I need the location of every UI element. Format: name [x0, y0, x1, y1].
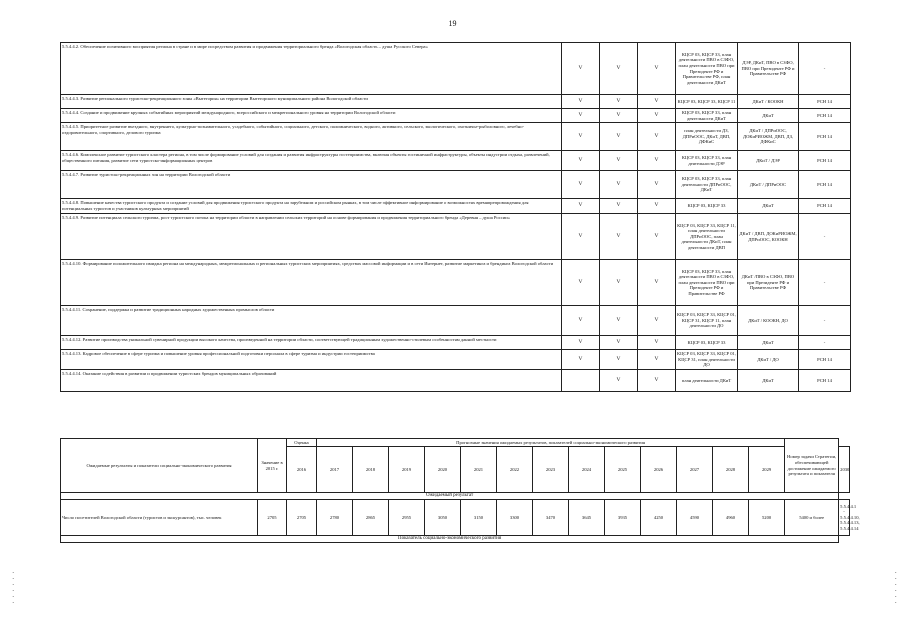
reference: РСН 14 — [799, 123, 851, 151]
mark-cell: V — [600, 109, 638, 123]
mark-cell: V — [638, 171, 676, 199]
year-header: 2026 — [641, 447, 677, 493]
funding-source: КЦСР 03, КЦСР 33, план деятельности ДПРиООС, ДКиТ — [676, 171, 738, 199]
left-edge-marks — [12, 570, 14, 606]
reference: РСН 14 — [799, 95, 851, 109]
funding-source: КЦСР 03, КЦСР 33, КЦСР 01, КЦСР 31, КЦСР 11, план деятельности ДО — [676, 306, 738, 336]
executor: ДКиТ / ДВП, ДОКиРИОЖМ, ДПРиООС, КООКН — [738, 214, 799, 260]
mark-cell: V — [600, 214, 638, 260]
year-header: 2029 — [749, 447, 785, 493]
year-header: 2019 — [389, 447, 425, 493]
task-row — [61, 199, 851, 214]
executor: ДКиТ / ДПРиООС — [738, 171, 799, 199]
task-description: 5.5.4.4.11. Сохранение, поддержка и развитие традиционных народных художественных промыслов области — [61, 306, 562, 336]
tasks-table — [60, 42, 851, 392]
mark-cell: V — [600, 260, 638, 306]
value-cell: 3150 — [461, 500, 497, 536]
mark-cell: V — [600, 95, 638, 109]
value-cell: 3300 — [497, 500, 533, 536]
reference: - — [799, 306, 851, 336]
value-cell: 2705 — [287, 500, 317, 536]
funding-source: КЦСР 03, КЦСР 33, план деятельности ДЭР — [676, 151, 738, 171]
mark-cell: V — [638, 43, 676, 95]
task-description: 5.5.4.4.5. Приоритетное развитие въездного, внутреннего, культурно-познавательного, усадебного, событийного, социального, детского, паломнического, водного, активного, сельского, экологического, охотничье-рыболовного, лечебно-оздоровительного, спортивного, делового туризма — [61, 123, 562, 151]
reference: РСН 14 — [799, 109, 851, 123]
indicator-band: Показатель социально-экономического развития — [61, 536, 839, 543]
mark-cell: V — [562, 199, 600, 214]
mark-cell: V — [600, 336, 638, 350]
year-header: 2027 — [677, 447, 713, 493]
reference: РСН 14 — [799, 370, 851, 392]
task-row — [61, 109, 851, 123]
mark-cell: V — [638, 336, 676, 350]
task-row — [61, 336, 851, 350]
task-description: 5.5.4.4.12. Развитие производства уникальной сувенирной продукции высокого качества, произведенной на территории области, соответствующей традиционным художественно-стилевым особенностям данной местности — [61, 336, 562, 350]
executor: ДКиТ / ДПРиООС, ДОКиРИОЖМ, ДВП, ДЗ, ДФКиС — [738, 123, 799, 151]
funding-source: КЦСР 03, КЦСР 33 — [676, 336, 738, 350]
task-row — [61, 214, 851, 260]
funding-source: план деятельности ДКиТ — [676, 370, 738, 392]
year-header: 2023 — [533, 447, 569, 493]
mark-cell: V — [562, 43, 600, 95]
indicator-header: Ожидаемые результаты и показатели социально-экономического развития — [61, 439, 258, 493]
edge-mark: · — [12, 593, 15, 601]
year-header: 2030 — [839, 447, 850, 493]
value-cell: 2955 — [389, 500, 425, 536]
mark-cell: V — [638, 214, 676, 260]
page-number: 19 — [448, 19, 457, 28]
edge-mark: · — [894, 575, 897, 583]
funding-source: план деятельности ДЗ, ДПРиООС, ДКиТ, ДВП, ДФКиС — [676, 123, 738, 151]
task-description: 5.5.4.4.6. Комплексное развитие туристского кластера региона, в том числе формирование условий для создания и развития инфраструктуры гостеприимства, включая объекты гостиничной инфраструктуры, объекты индустрии отдыха, развлечений, общественного питания, развитие сети туристско-информационных центров — [61, 151, 562, 171]
task-description: 5.5.4.4.8. Повышение качества туристского продукта и создание условий для продвижения туристского продукта на зарубежном и российском рынках, в том числе эффективное информирование о возможностях времяпрепровождения для потенциальных туристов и участников культурных мероприятий — [61, 199, 562, 214]
executor: ДКиТ — [738, 199, 799, 214]
task-description: 5.5.4.4.3. Развитие регионального туристско-рекреационного зоны «Вытегория» на территории Вытегорского муниципального района Вологодской области — [61, 95, 562, 109]
mark-cell: V — [600, 151, 638, 171]
task-description: 5.5.4.4.4. Создание и продвижение крупных событийных мероприятий международного, всероссийского и межрегионального уровня на территории Вологодской области — [61, 109, 562, 123]
executor: ДЭР, ДКиТ, ПВО в СЗФО, ПВО при Президенте РФ и Правительстве РФ — [738, 43, 799, 95]
mark-cell: V — [600, 43, 638, 95]
task-description: 5.5.4.4.9. Развитие потенциала сельского туризма, рост туристского потока на территории области в направлении сельских территорий на основе формирования и продвижения территориального бренда «Деревня – душа России» — [61, 214, 562, 260]
executor: ДКиТ / КООКН — [738, 95, 799, 109]
mark-cell: V — [638, 109, 676, 123]
year-header: 2028 — [713, 447, 749, 493]
task-row — [61, 260, 851, 306]
mark-cell: V — [638, 151, 676, 171]
executor: ДКиТ — [738, 109, 799, 123]
mark-cell: V — [600, 123, 638, 151]
mark-cell: V — [638, 260, 676, 306]
task-row — [61, 171, 851, 199]
mark-cell: V — [562, 95, 600, 109]
edge-mark: · — [12, 581, 15, 589]
value-cell: 2780 — [317, 500, 353, 536]
mark-cell: V — [638, 123, 676, 151]
value-cell: 2865 — [353, 500, 389, 536]
reference: РСН 14 — [799, 171, 851, 199]
edge-mark: · — [12, 599, 15, 607]
reference: - — [799, 214, 851, 260]
reference: - — [799, 43, 851, 95]
edge-mark: · — [894, 581, 897, 589]
mark-cell: V — [600, 171, 638, 199]
mark-cell: V — [638, 350, 676, 370]
reference: РСН 14 — [799, 199, 851, 214]
task-description: 5.5.4.4.14. Оказание содействия в развитии и продвижении туристских брендов муниципальных образований — [61, 370, 562, 392]
mark-cell: V — [638, 370, 676, 392]
value-cell: 2705 — [258, 500, 287, 536]
mark-cell: V — [562, 336, 600, 350]
edge-mark: · — [894, 587, 897, 595]
mark-cell: V — [562, 214, 600, 260]
mark-cell: V — [562, 123, 600, 151]
year-header: 2018 — [353, 447, 389, 493]
value-cell: 4250 — [641, 500, 677, 536]
value-cell: 5200 — [749, 500, 785, 536]
estimate-header: Оценка — [287, 439, 317, 447]
year-header: 2017 — [317, 447, 353, 493]
executor: ДКиТ / ДЭР — [738, 151, 799, 171]
task-row — [61, 123, 851, 151]
task-description: 5.5.4.4.10. Формирование положительного имиджа региона на международных, межрегиональных и региональных туристских мероприятиях, средствах массовой информации и в сети Интернет, развитие маркетинга и брендинга Вологодской области — [61, 260, 562, 306]
mark-cell: V — [562, 350, 600, 370]
expected-result-band: Ожидаемый результат — [61, 493, 839, 500]
funding-source: КЦСР 03, КЦСР 33, КЦСР 11, план деятельности ДПРиООС, план деятельности ДКиТ, план деятельности ДВП — [676, 214, 738, 260]
task-row — [61, 306, 851, 336]
value-cell: 5400 и более — [785, 500, 839, 536]
executor: ДКиТ — [738, 370, 799, 392]
forecast-header: Прогнозные значения ожидаемых результатов, показателей социально-экономического развития — [317, 439, 785, 447]
executor: ДКиТ — [738, 336, 799, 350]
year-header: 2020 — [425, 447, 461, 493]
mark-cell: V — [562, 151, 600, 171]
mark-cell — [562, 370, 600, 392]
edge-mark: · — [894, 569, 897, 577]
edge-mark: · — [12, 587, 15, 595]
mark-cell: V — [562, 306, 600, 336]
task-row — [61, 43, 851, 95]
edge-mark: · — [894, 599, 897, 607]
executor: ДКиТ / ДО — [738, 350, 799, 370]
mark-cell: V — [638, 95, 676, 109]
funding-source: КЦСР 03, КЦСР 33, план деятельности ДКиТ — [676, 109, 738, 123]
task-description: 5.5.4.4.7. Развитие туристско-рекреационных зон на территории Вологодской области — [61, 171, 562, 199]
task-numbers-cell: 5.5.4.4.1 - 5.5.4.4.10, 5.5.4.4.13, 5.5.4.4.14 — [839, 500, 850, 536]
mark-cell: V — [600, 306, 638, 336]
mark-cell: V — [600, 199, 638, 214]
year-header: 2024 — [569, 447, 605, 493]
value-cell: 3935 — [605, 500, 641, 536]
year-header: 2025 — [605, 447, 641, 493]
mark-cell: V — [638, 306, 676, 336]
task-number-header: Номер задачи Стратегии, обеспечивающей достижение ожидаемого результата и показателя — [785, 439, 839, 493]
value-cell: 3470 — [533, 500, 569, 536]
task-row — [61, 370, 851, 392]
executor: ДКиТ /ПВО в СЗФО, ПВО при Президенте РФ и Правительстве РФ — [738, 260, 799, 306]
value-cell: 3050 — [425, 500, 461, 536]
visitors-row-label: Число посетителей Вологодской области (туристов и экскурсантов), тыс. человек — [61, 500, 258, 536]
mark-cell: V — [638, 199, 676, 214]
funding-source: КЦСР 03, КЦСР 33, КЦСР 01, КЦСР 31, план деятельности ДО — [676, 350, 738, 370]
reference: РСН 14 — [799, 350, 851, 370]
funding-source: КЦСР 03, КЦСР 33, КЦСР 11 — [676, 95, 738, 109]
reference: - — [799, 336, 851, 350]
edge-mark: · — [12, 575, 15, 583]
value-cell: 3645 — [569, 500, 605, 536]
value-2015-header: Значение в 2015 г. — [258, 439, 287, 493]
task-row — [61, 95, 851, 109]
funding-source: КЦСР 03, КЦСР 33, план деятельности ПВО в СЗФО, план деятельности ПВО при Президенте РФ и Правительстве РФ, план деятельности ДКиТ — [676, 43, 738, 95]
edge-mark: · — [894, 593, 897, 601]
funding-source: КЦСР 03, КЦСР 33, план деятельности ПВО в СЗФО, план деятельности ПВО при Президенте РФ и Правительстве РФ — [676, 260, 738, 306]
year-header: 2016 — [287, 447, 317, 493]
task-description: 5.5.4.4.13. Кадровое обеспечение в сфере туризма и повышение уровня профессиональной подготовки персонала в сфере туризма и индустрии гостеприимства — [61, 350, 562, 370]
mark-cell: V — [600, 370, 638, 392]
reference: - — [799, 260, 851, 306]
mark-cell: V — [562, 109, 600, 123]
results-table — [60, 438, 860, 543]
task-row — [61, 151, 851, 171]
task-description: 5.5.4.4.2. Обеспечение позитивного восприятия региона в стране и в мире посредством развития и продвижения территориального бренда «Вологодская область – душа Русского Севера» — [61, 43, 562, 95]
executor: ДКиТ / КООКН, ДО — [738, 306, 799, 336]
year-header: 2022 — [497, 447, 533, 493]
right-edge-marks — [895, 570, 897, 606]
year-header: 2021 — [461, 447, 497, 493]
reference: РСН 14 — [799, 151, 851, 171]
mark-cell: V — [562, 260, 600, 306]
funding-source: КЦСР 03, КЦСР 33 — [676, 199, 738, 214]
value-cell: 4590 — [677, 500, 713, 536]
mark-cell: V — [562, 171, 600, 199]
edge-mark: · — [12, 569, 15, 577]
task-row — [61, 350, 851, 370]
mark-cell: V — [600, 350, 638, 370]
value-cell: 4960 — [713, 500, 749, 536]
